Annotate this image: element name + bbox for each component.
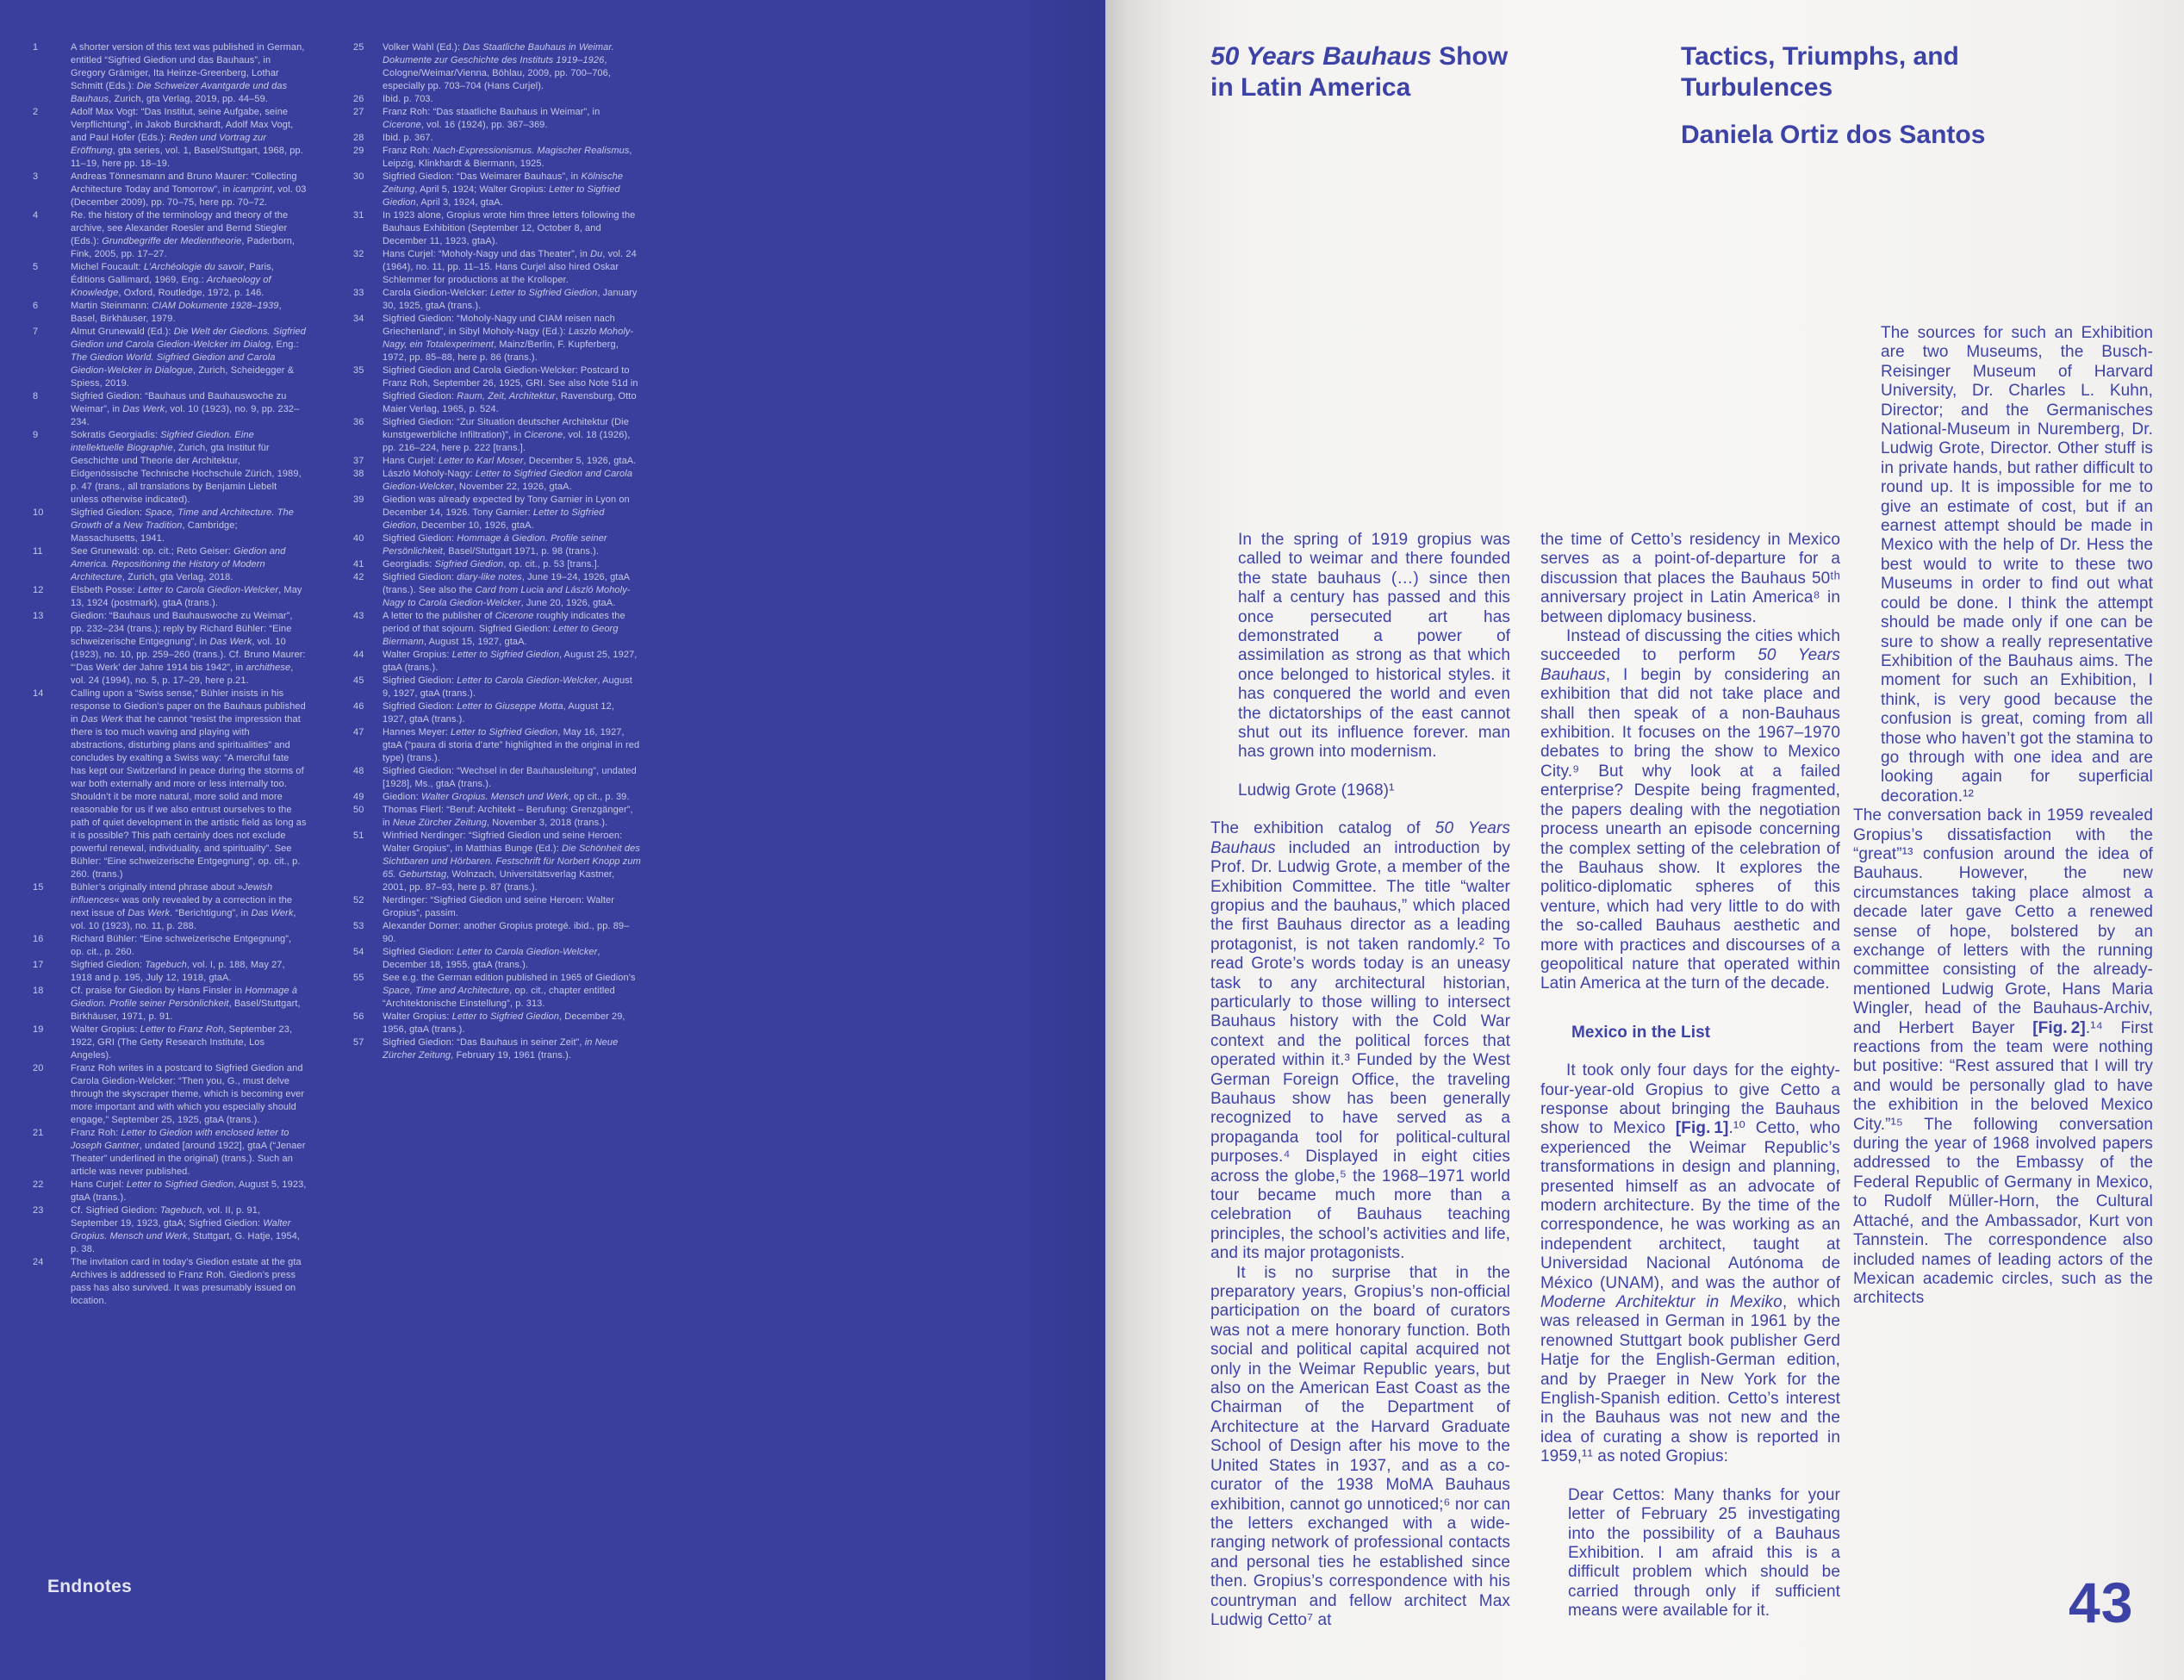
endnote-40 bbox=[353, 532, 641, 558]
endnote-13 bbox=[33, 610, 307, 688]
author-name: Daniela Ortiz dos Santos bbox=[1681, 121, 1986, 149]
endnote-text: Sigfried Giedion: Hommage à Giedion. Profile seiner Persönlichkeit, Basel/Stuttgart 1971, p. 98 (trans.). bbox=[383, 533, 607, 557]
endnote-number: 53 bbox=[353, 921, 364, 931]
endnote-number: 45 bbox=[353, 675, 364, 686]
endnote-number: 20 bbox=[33, 1063, 44, 1073]
endnote-10 bbox=[33, 507, 307, 545]
endnote-11 bbox=[33, 545, 307, 584]
endnote-29 bbox=[353, 145, 641, 171]
endnote-number: 1 bbox=[33, 42, 39, 53]
endnote-2 bbox=[33, 106, 307, 171]
endnote-50 bbox=[353, 804, 641, 830]
paragraph: It is no surprise that in the preparatory years, Gropius’s non-official participation on the board of curators was not a mere honorary function. Both social and political capital acquired not only in the Weimar Republic years, but also on the American East Coast as the Chairman of the Department of Architecture at the Harvard Graduate School of Design after his move to the United States in 1937, and as a co-curator of the 1938 MoMA Bauhaus exhibition, cannot go unnoticed;⁶ nor can the letters exchanged with a wide-ranging network of professional contacts and personal ties he established since then. Gropius’s correspondence with his countryman and fellow architect Max Ludwig Cetto⁷ at bbox=[1210, 1263, 1510, 1629]
endnote-text: Martin Steinmann: CIAM Dokumente 1928–1939, Basel, Birkhäuser, 1979. bbox=[71, 301, 282, 324]
endnote-text: Adolf Max Vogt: “Das Institut, seine Aufgabe, seine Verpflichtung”, in Jakob Burckhardt, Adolf Max Vogt, and Paul Hofer (Eds.): Reden und Vortrag zur Eröffnung, gta series, vol. 1, Basel/Stuttgart, 1968, pp. 11–19, here pp. 18–19. bbox=[71, 107, 303, 169]
endnote-12 bbox=[33, 584, 307, 610]
article-column-2 bbox=[1540, 531, 1840, 1671]
endnote-text: Franz Roh: Nach-Expressionismus. Magischer Realismus, Leipzig, Klinkhardt & Biermann, 1925. bbox=[383, 146, 632, 169]
endnote-number: 8 bbox=[33, 391, 39, 401]
endnote-text: Sigfried Giedion: “Bauhaus und Bauhauswoche zu Weimar”, in Das Werk, vol. 10 (1923), no. 9, pp. 232–234. bbox=[71, 391, 300, 427]
endnote-text: Richard Bühler: “Eine schweizerische Entgegnung”, op. cit., p. 260. bbox=[71, 934, 292, 957]
endnotes-column-2 bbox=[353, 41, 641, 1062]
endnote-number: 7 bbox=[33, 327, 39, 337]
endnote-46 bbox=[353, 700, 641, 726]
endnote-text: Sigfried Giedion: Letter to Carola Giedion-Welcker, December 18, 1955, gtaA (trans.). bbox=[383, 947, 600, 970]
endnote-text: Walter Gropius: Letter to Sigfried Giedion, August 25, 1927, gtaA (trans.). bbox=[383, 650, 638, 673]
endnote-text: Franz Roh: “Das staatliche Bauhaus in Weimar”, in Cicerone, vol. 16 (1924), pp. 367–369. bbox=[383, 107, 600, 130]
endnote-number: 2 bbox=[33, 107, 39, 117]
endnote-53 bbox=[353, 920, 641, 946]
endnote-28 bbox=[353, 132, 641, 145]
page-number: 43 bbox=[2069, 1571, 2134, 1634]
endnote-number: 9 bbox=[33, 430, 39, 440]
endnote-number: 41 bbox=[353, 559, 364, 569]
endnote-number: 44 bbox=[353, 650, 364, 660]
endnote-number: 47 bbox=[353, 727, 364, 737]
endnote-text: Calling upon a “Swiss sense,” Bühler insists in his response to Giedion’s paper on the Bauhaus published in Das Werk that he cannot “resist the impression that there is too much waving and playing with abstractions, disturbing plans and spiritualities” and concludes by exalting a Swiss way: “A merciful fate has kept our Switzerland in peace during the storms of war both externally and more or less internally too. Shouldn’t it be more natural, more solid and more reasonable for us if we also entrust ourselves to the path of quiet development in the artistic field as long as it is possible? This path certainly does not exclude powerful renewal, individuality, and spirituality”. See Bühler: “Eine schweizerische Entgegnung”, op. cit., p. 260. (trans.) bbox=[71, 688, 307, 880]
quote-attribution: Ludwig Grote (1968)¹ bbox=[1238, 781, 1395, 800]
endnote-6 bbox=[33, 300, 307, 326]
endnote-44 bbox=[353, 649, 641, 675]
article-page bbox=[1105, 0, 2184, 1680]
endnote-number: 34 bbox=[353, 314, 364, 324]
endnote-number: 10 bbox=[33, 507, 44, 518]
endnote-text: Sigfried Giedion: “Das Weimarer Bauhaus”, in Kölnische Zeitung, April 5, 1924; Walter Gropius: Letter to Sigfried Giedion, April 3, 1924, gtaA. bbox=[383, 171, 624, 208]
endnote-number: 33 bbox=[353, 288, 364, 298]
endnote-number: 36 bbox=[353, 417, 364, 427]
endnote-text: Andreas Tönnesmann and Bruno Maurer: “Collecting Architecture Today and Tomorrow”, in icamprint, vol. 03 (December 2009), pp. 70–75, here pp. 70–72. bbox=[71, 171, 307, 208]
endnote-text: Nerdinger: “Sigfried Giedion und seine Heroen: Walter Gropius”, passim. bbox=[383, 895, 615, 918]
endnote-number: 3 bbox=[33, 171, 39, 182]
endnote-number: 18 bbox=[33, 986, 44, 996]
paragraph: The exhibition catalog of 50 Years Bauhaus included an introduction by Prof. Dr. Ludwig Grote, a member of the Exhibition Committee. The title “walter gropius and the bauhaus,” which placed the first Bauhaus director as a leading protagonist, is not taken randomly.² To read Grote’s words today is an uneasy task to any architectural historian, particularly to those willing to intersect Bauhaus history with the Cold War context and the political forces that operated within it.³ Funded by the West German Foreign Office, the traveling Bauhaus show has been generally recognized to have served as a propaganda tool for political-cultural purposes.⁴ Displayed in eight cities across the globe,⁵ the 1968–1971 world tour became much more than a celebration of Bauhaus teaching principles, the school’s activities and life, and its major protagonists. bbox=[1210, 819, 1510, 1263]
endnote-14 bbox=[33, 688, 307, 881]
endnote-21 bbox=[33, 1127, 307, 1179]
endnote-text: Sigfried Giedion: Letter to Giuseppe Motta, August 12, 1927, gtaA (trans.). bbox=[383, 701, 614, 725]
endnote-text: Sigfried Giedion and Carola Giedion-Welcker: Postcard to Franz Roh, September 26, 1925, GRI. See also Note 51d in Sigfried Giedion: Raum, Zeit, Architektur, Ravensburg, Otto Maier Verlag, 1965, p. 524. bbox=[383, 365, 638, 414]
endnote-number: 25 bbox=[353, 42, 364, 53]
gropius-letter-quote: Dear Cettos: Many thanks for your letter of February 25 investigating into the possibility of a Bauhaus Exhibition. I am afraid this is a difficult problem which should be carried through only if sufficient means were available for it. bbox=[1568, 1485, 1840, 1621]
endnote-number: 13 bbox=[33, 611, 44, 621]
endnote-number: 54 bbox=[353, 947, 364, 957]
endnote-number: 57 bbox=[353, 1037, 364, 1048]
endnote-number: 52 bbox=[353, 895, 364, 905]
endnote-number: 38 bbox=[353, 469, 364, 479]
endnote-8 bbox=[33, 390, 307, 429]
endnote-text: Michel Foucault: L’Archéologie du savoir, Paris, Éditions Gallimard, 1969, Eng.: Archaeology of Knowledge, Oxford, Routledge, 1972, p. 146. bbox=[71, 262, 274, 298]
endnote-text: Franz Roh: Letter to Giedion with enclosed letter to Joseph Gantner, undated [around 1922], gtaA (“Jenaer Theater” underlined in the original) (trans.). Such an article was never published. bbox=[71, 1128, 306, 1177]
paragraph: It took only four days for the eighty-four-year-old Gropius to give Cetto a response about bringing the Bauhaus show to Mexico [Fig. 1].¹⁰ Cetto, who experienced the Weimar Republic’s transformations in design and planning, presented himself as an advocate of modern architecture. By the time of the correspondence, he was working as an independent architect, taught at Universidad Nacional Autónoma de México (UNAM), and was the author of Moderne Architektur in Mexiko, which was released in German in 1961 by the renowned Stuttgart book publisher Gerd Hatje for the English-German edition, and by Praeger in New York for the English-Spanish edition. Cetto’s interest in the Bauhaus was not new and the idea of curating a show is reported in 1959,¹¹ as noted Gropius: bbox=[1540, 1061, 1840, 1466]
endnote-number: 22 bbox=[33, 1179, 44, 1190]
endnote-number: 11 bbox=[33, 546, 43, 557]
endnote-text: Hans Curjel: “Moholy-Nagy und das Theater”, in Du, vol. 24 (1964), no. 11, pp. 11–15. Hans Curjel also hired Oskar Schlemmer for productions at the Krolloper. bbox=[383, 249, 637, 285]
endnote-1 bbox=[33, 41, 307, 106]
endnote-text: Sigfried Giedion: Tagebuch, vol. I, p. 188, May 27, 1918 and p. 195, July 12, 1918, gtaA. bbox=[71, 960, 285, 983]
endnote-text: Giedion: Walter Gropius. Mensch und Werk, op cit., p. 39. bbox=[383, 792, 630, 802]
endnote-text: Giedion: “Bauhaus und Bauhauswoche zu Weimar”, pp. 232–234 (trans.); reply by Richard Bühler: “Eine schweizerische Entgegnung”, in Das Werk, vol. 10 (1923), no. 10, pp. 259–260 (trans.). Cf. Bruno Maurer: “‘Das Werk’ der Jahre 1914 bis 1942”, in archithese, vol. 24 (1994), no. 5, p. 17–29, here p.21. bbox=[71, 611, 306, 686]
endnote-text: Franz Roh writes in a postcard to Sigfried Giedion and Carola Giedion-Welcker: “Then you, G., must delve through the skyscraper theme, which is becoming ever more important and with which you especially should engage,” September 25, 1925, gtaA (trans.). bbox=[71, 1063, 305, 1125]
endnote-text: Sigfried Giedion: Letter to Carola Giedion-Welcker, August 9, 1927, gtaA (trans.). bbox=[383, 675, 632, 699]
endnote-number: 46 bbox=[353, 701, 364, 712]
endnote-48 bbox=[353, 765, 641, 791]
endnote-16 bbox=[33, 933, 307, 959]
endnote-text: Hannes Meyer: Letter to Sigfried Giedion, May 16, 1927, gtaA (“paura di storia d’arte” highlighted in the original in red type) (trans.). bbox=[383, 727, 640, 763]
endnote-39 bbox=[353, 494, 641, 532]
endnote-text: Bühler’s originally intend phrase about »Jewish influences« was only revealed by a correction in the next issue of Das Werk. “Berichtigung”, in Das Werk, vol. 10 (1923), no. 11, p. 288. bbox=[71, 882, 296, 931]
gropius-letter-quote-continuation: The sources for such an Exhibition are two Museums, the Busch-Reisinger Museum of Harvard University, Dr. Charles L. Kuhn, Director; and the Germanisches National-Museum in Nuremberg, Dr. Ludwig Grote, Director. Other stuff is in private hands, but rather difficult to round up. It is impossible for me to give an estimate of cost, but if an earnest attempt should be made in Mexico with the help of Dr. Hess the best would to write to these two Museums in order to find out what could be done. I think the attempt should be made only if one can be sure to show a really representative Exhibition of the Bauhaus aims. The moment for such an Exhibition, I think, is very good because the confusion is great, coming from all those who haven’t got the stamina to go through with one idea and are looking again for superficial decoration.¹² bbox=[1881, 324, 2153, 806]
endnote-text: Ibid. p. 703. bbox=[383, 94, 433, 104]
endnote-text: Hans Curjel: Letter to Karl Moser, December 5, 1926, gtaA. bbox=[383, 456, 637, 466]
endnote-number: 6 bbox=[33, 301, 39, 311]
endnote-41 bbox=[353, 558, 641, 571]
paragraph-continuation: the time of Cetto’s residency in Mexico serves as a point-of-departure for a discussion that places the Bauhaus 50ᵗʰ anniversary project in Latin America⁸ in between diplomacy business. bbox=[1540, 531, 1840, 626]
endnote-56 bbox=[353, 1011, 641, 1036]
endnote-42 bbox=[353, 571, 641, 610]
endnote-number: 17 bbox=[33, 960, 44, 970]
paragraph: The conversation back in 1959 revealed Gropius’s dissatisfaction with the “great”¹³ confusion around the idea of Bauhaus. However, the new circumstances taking place almost a decade later gave Cetto a renewed sense of hope, bolstered by an exchange of letters with the running committee consisting of the already-mentioned Ludwig Grote, Hans Maria Wingler, head of the Bauhaus-Archiv, and Herbert Bayer [Fig. 2].¹⁴ First reactions from the team were nothing but positive: “Rest assured that I will try and would be personally glad to have the exhibition in the beloved Mexico City.”¹⁵ The following conversation during the year of 1968 involved papers addressed to the Embassy of the Federal Republic of Germany in Mexico, to Rudolf Müller-Horn, the Cultural Attaché, and the Ambassador, Kurt von Tannstein. The correspondence also included names of leading actors of the Mexican academic circles, such as the architects bbox=[1853, 806, 2153, 1308]
section-subhead: Mexico in the List bbox=[1571, 1023, 1711, 1042]
endnote-3 bbox=[33, 171, 307, 209]
endnote-number: 55 bbox=[353, 973, 364, 983]
endnote-33 bbox=[353, 287, 641, 313]
endnote-51 bbox=[353, 830, 641, 894]
endnote-text: In 1923 alone, Gropius wrote him three letters following the Bauhaus Exhibition (September 12, October 8, and December 11, 1923, gtaA). bbox=[383, 210, 636, 246]
endnote-5 bbox=[33, 261, 307, 300]
endnote-text: Sigfried Giedion: “Moholy-Nagy und CIAM reisen nach Griechenland”, in Sibyl Moholy-Nagy (Ed.): Laszlo Moholy-Nagy, ein Totalexperiment, Mainz/Berlin, F. Kupferberg, 1972, pp. 85–88, here p. 86 (trans.). bbox=[383, 314, 634, 363]
endnote-37 bbox=[353, 455, 641, 468]
endnote-text: Volker Wahl (Ed.): Das Staatliche Bauhaus in Weimar. Dokumente zur Geschichte des Instituts 1919–1926, Cologne/Weimar/Vienna, Böhlau, 2009, pp. 700–706, especially pp. 703–704 (Hans Curjel). bbox=[383, 42, 614, 91]
endnote-text: Cf. praise for Giedion by Hans Finsler in Hommage à Giedion. Profile seiner Persönlichkeit, Basel/Stuttgart, Birkhäuser, 1971, p. 91. bbox=[71, 986, 301, 1022]
endnote-number: 26 bbox=[353, 94, 364, 104]
endnote-text: Sigfried Giedion: “Wechsel in der Bauhausleitung”, undated [1928], Ms., gtaA (trans.). bbox=[383, 766, 637, 789]
endnote-number: 48 bbox=[353, 766, 364, 776]
endnote-49 bbox=[353, 791, 641, 804]
endnote-number: 16 bbox=[33, 934, 44, 944]
endnote-number: 12 bbox=[33, 585, 44, 595]
endnote-text: A shorter version of this text was published in German, entitled “Sigfried Giedion und das Bauhaus”, in Gregory Grämiger, Ita Heinze-Greenberg, Lothar Schmitt (Eds.): Die Schweizer Avantgarde und das Bauhaus, Zurich, gta Verlag, 2019, pp. 44–59. bbox=[71, 42, 305, 104]
endnote-43 bbox=[353, 610, 641, 649]
endnote-number: 24 bbox=[33, 1257, 44, 1267]
endnotes-heading: Endnotes bbox=[47, 1577, 133, 1596]
endnote-number: 42 bbox=[353, 572, 364, 582]
article-column-3 bbox=[1853, 324, 2153, 1668]
endnote-4 bbox=[33, 209, 307, 261]
endnote-26 bbox=[353, 93, 641, 106]
endnote-55 bbox=[353, 972, 641, 1011]
endnote-text: Sigfried Giedion: diary-like notes, June 19–24, 1926, gtaA (trans.). See also the Card from Lucia and László Moholy-Nagy to Carola Giedion-Welcker, June 20, 1926, gtaA. bbox=[383, 572, 631, 608]
endnote-17 bbox=[33, 959, 307, 985]
endnote-number: 21 bbox=[33, 1128, 44, 1138]
endnote-text: Sigfried Giedion: “Das Bauhaus in seiner Zeit”, in Neue Zürcher Zeitung, February 19, 1961 (trans.). bbox=[383, 1037, 619, 1061]
endnote-text: Elsbeth Posse: Letter to Carola Giedion-Welcker, May 13, 1924 (postmark), gtaA (trans.). bbox=[71, 585, 302, 608]
endnote-number: 51 bbox=[353, 831, 364, 841]
endnote-number: 39 bbox=[353, 495, 364, 505]
endnote-text: Walter Gropius: Letter to Sigfried Giedion, December 29, 1956, gtaA (trans.). bbox=[383, 1011, 625, 1035]
endnote-number: 15 bbox=[33, 882, 44, 893]
endnote-number: 30 bbox=[353, 171, 364, 182]
endnote-number: 27 bbox=[353, 107, 364, 117]
endnote-45 bbox=[353, 675, 641, 700]
endnote-text: Cf. Sigfried Giedion: Tagebuch, vol. II, p. 91, September 19, 1923, gtaA; Sigfried Giedion: Walter Gropius. Mensch und Werk, Stuttgart, G. Hatje, 1954, p. 38. bbox=[71, 1205, 301, 1254]
article-subtitle: Tactics, Triumphs, and Turbulences bbox=[1681, 42, 1959, 102]
endnote-number: 43 bbox=[353, 611, 364, 621]
endnote-text: Giedion was already expected by Tony Garnier in Lyon on December 14, 1926. Tony Garnier: Letter to Sigfried Giedion, December 10, 1926, gtaA. bbox=[383, 495, 630, 531]
endnote-52 bbox=[353, 894, 641, 920]
endnote-text: László Moholy-Nagy: Letter to Sigfried Giedion and Carola Giedion-Welcker, November 22, 1926, gtaA. bbox=[383, 469, 633, 492]
endnote-32 bbox=[353, 248, 641, 287]
endnote-number: 14 bbox=[33, 688, 44, 699]
endnote-9 bbox=[33, 429, 307, 507]
endnote-text: Walter Gropius: Letter to Franz Roh, September 23, 1922, GRI (The Getty Research Institute, Los Angeles). bbox=[71, 1024, 293, 1061]
endnote-57 bbox=[353, 1036, 641, 1062]
endnote-number: 5 bbox=[33, 262, 39, 272]
endnote-18 bbox=[33, 985, 307, 1024]
endnote-text: Re. the history of the terminology and theory of the archive, see Alexander Roesler and Bernd Stiegler (Eds.): Grundbegriffe der Medientheorie, Paderborn, Fink, 2005, pp. 17–27. bbox=[71, 210, 296, 259]
endnote-number: 28 bbox=[353, 133, 364, 143]
endnote-text: Alexander Dorner: another Gropius protegé. ibid., pp. 89–90. bbox=[383, 921, 630, 944]
endnote-number: 29 bbox=[353, 146, 364, 156]
endnote-47 bbox=[353, 726, 641, 765]
endnote-text: Thomas Flierl: “Beruf: Architekt – Berufung: Grenzgänger”, in Neue Zürcher Zeitung, November 3, 2018 (trans.). bbox=[383, 805, 633, 828]
endnote-54 bbox=[353, 946, 641, 972]
endnote-text: Winfried Nerdinger: “Sigfried Giedion und seine Heroen: Walter Gropius”, in Matthias Bunge (Ed.): Die Schönheit des Sichtbaren und Hörbaren. Festschrift für Norbert Knopp zum 65. Geburtstag, Wolnzach, Universitätsverlag Kastner, 2001, pp. 87–93, here p. 87 (trans.). bbox=[383, 831, 641, 893]
endnote-20 bbox=[33, 1062, 307, 1127]
article-title: 50 Years Bauhaus Show in Latin America bbox=[1210, 42, 1509, 102]
endnote-text: Almut Grunewald (Ed.): Die Welt der Giedions. Sigfried Giedion und Carola Giedion-Welcker im Dialog, Eng.: The Giedion World. Sigfried Giedion and Carola Giedion-Welcker in Dialogue, Zurich, Scheidegger & Spiess, 2019. bbox=[71, 327, 306, 389]
endnote-number: 4 bbox=[33, 210, 39, 221]
endnote-23 bbox=[33, 1204, 307, 1256]
endnote-number: 31 bbox=[353, 210, 364, 221]
endnote-25 bbox=[353, 41, 641, 93]
endnote-text: Ibid. p. 367. bbox=[383, 133, 433, 143]
endnote-number: 50 bbox=[353, 805, 364, 815]
endnote-number: 56 bbox=[353, 1011, 364, 1022]
paragraph: Instead of discussing the cities which succeeded to perform 50 Years Bauhaus, I begin by considering an exhibition that did not take place and shall then speak of a non-Bauhaus exhibition. It focuses on the 1967–1970 debates to bring the show to Mexico City.⁹ But why look at a failed enterprise? Despite being fragmented, the papers dealing with the negotiation process unearth an episode concerning the complex setting of the celebration of the Bauhaus show. It explores the politico-diplomatic spheres of this venture, which had very little to do with the so-called Bauhaus aesthetic and more with practices and discourses of a geopolitical nature that operated within Latin America at the turn of the decade. bbox=[1540, 627, 1840, 993]
endnote-number: 32 bbox=[353, 249, 364, 259]
endnote-text: Sigfried Giedion: Space, Time and Architecture. The Growth of a New Tradition, Cambridge; Massachusetts, 1941. bbox=[71, 507, 294, 544]
endnote-number: 49 bbox=[353, 792, 364, 802]
endnote-22 bbox=[33, 1179, 307, 1204]
endnote-7 bbox=[33, 326, 307, 390]
endnote-number: 40 bbox=[353, 533, 364, 544]
endnote-27 bbox=[353, 106, 641, 132]
endnote-number: 23 bbox=[33, 1205, 44, 1216]
endnote-text: See e.g. the German edition published in 1965 of Giedion’s Space, Time and Architecture, op. cit., chapter entitled “Architektonische Einstellung”, p. 313. bbox=[383, 973, 636, 1009]
endnote-text: Sigfried Giedion: “Zur Situation deutscher Architektur (Die kunstgewerbliche Infiltration)”, in Cicerone, vol. 18 (1926), pp. 216–224, here p. 222 [trans.]. bbox=[383, 417, 631, 453]
endnote-text: Georgiadis: Sigfried Giedion, op. cit., p. 53 [trans.]. bbox=[383, 559, 600, 569]
endnote-text: Sokratis Georgiadis: Sigfried Giedion. Eine intellektuelle Biographie, Zurich, gta Institut für Geschichte und Theorie der Architektur, Eidgenössische Technische Hochschule Zürich, 1989, p. 47 (trans., all translations by Benjamin Liebelt unless otherwise indicated). bbox=[71, 430, 302, 505]
endnote-35 bbox=[353, 364, 641, 416]
endnote-number: 35 bbox=[353, 365, 364, 376]
endnote-31 bbox=[353, 209, 641, 248]
endnote-38 bbox=[353, 468, 641, 494]
endnote-text: See Grunewald: op. cit.; Reto Geiser: Giedion and America. Repositioning the History of Modern Architecture, Zurich, gta Verlag, 2018. bbox=[71, 546, 286, 582]
endnote-36 bbox=[353, 416, 641, 455]
endnote-number: 37 bbox=[353, 456, 364, 466]
grote-epigraph-quote: In the spring of 1919 gropius was called to weimar and there founded the state bauhaus (…) since then half a century has passed and this once persecuted art has demonstrated a power of assimilation as strong as that which once belonged to historical styles. it has conquered the world and even the dictatorships of the east cannot shut out its influence forever. man has grown into modernism. bbox=[1238, 531, 1510, 762]
endnote-24 bbox=[33, 1256, 307, 1308]
endnote-text: Hans Curjel: Letter to Sigfried Giedion, August 5, 1923, gtaA (trans.). bbox=[71, 1179, 307, 1203]
endnote-15 bbox=[33, 881, 307, 933]
endnote-34 bbox=[353, 313, 641, 364]
endnote-text: The invitation card in today’s Giedion estate at the gta Archives is addressed to Franz Roh. Giedion’s press pass has also survived. It was presumably issued on location. bbox=[71, 1257, 302, 1306]
endnote-text: Carola Giedion-Welcker: Letter to Sigfried Giedion, January 30, 1925, gtaA (trans.). bbox=[383, 288, 638, 311]
endnote-text: A letter to the publisher of Cicerone roughly indicates the period of that sojourn. Sigfried Giedion: Letter to Georg Biermann, August 15, 1927, gtaA. bbox=[383, 611, 625, 647]
article-column-1 bbox=[1210, 531, 1510, 1671]
endnotes-column-1 bbox=[33, 41, 307, 1308]
endnote-19 bbox=[33, 1024, 307, 1062]
endnote-30 bbox=[353, 171, 641, 209]
endnote-number: 19 bbox=[33, 1024, 44, 1035]
